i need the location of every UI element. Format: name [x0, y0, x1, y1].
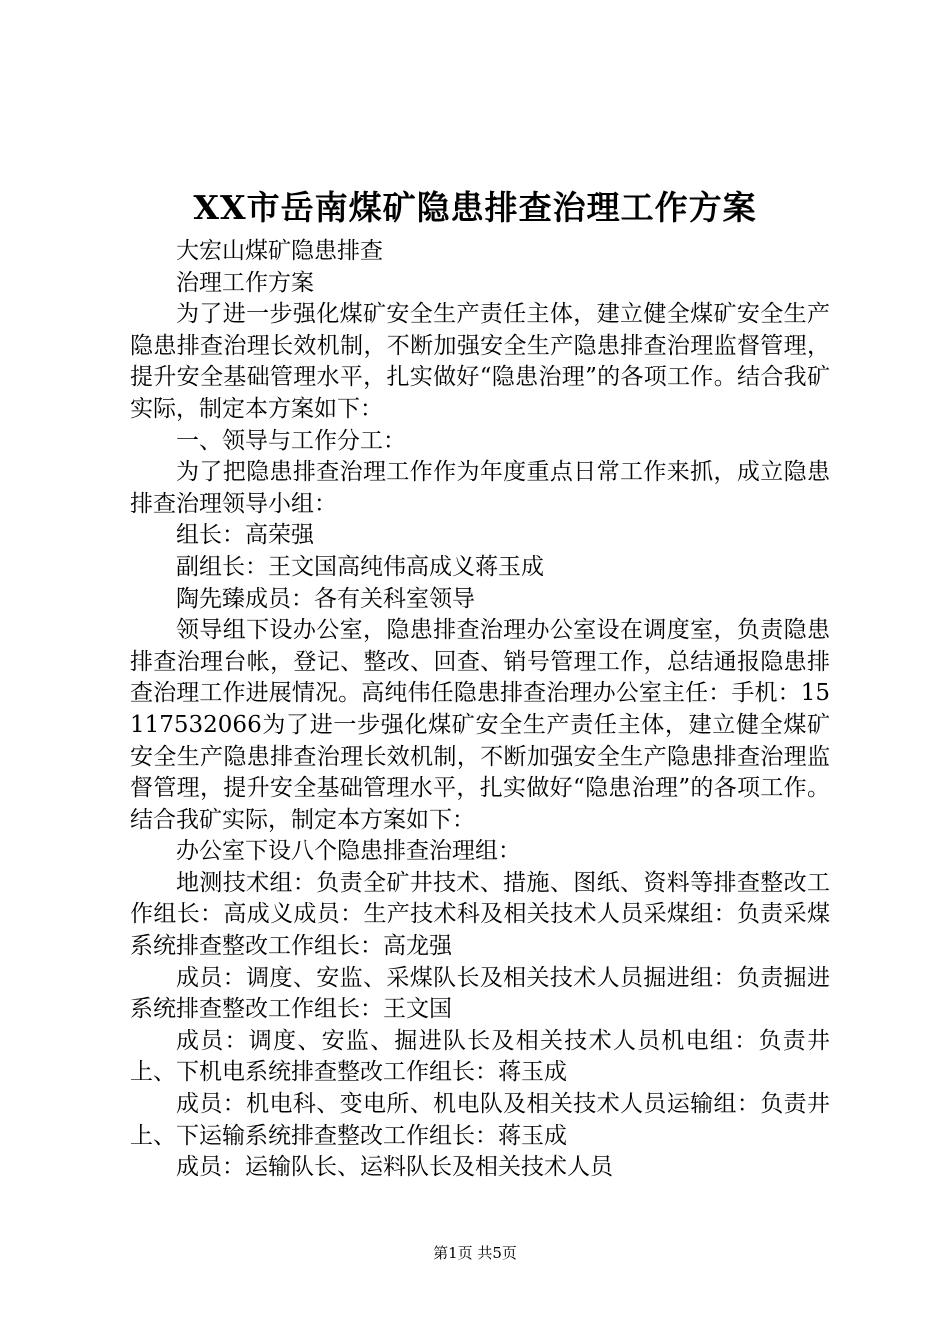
body-paragraph: 副组长：王文国高纯伟高成义蒋玉成	[176, 553, 544, 580]
body-paragraph: 大宏山煤矿隐患排查	[176, 238, 383, 264]
body-paragraph: 成员：调度、安监、采煤队长及相关技术人员掘进组：负责掘进系统排查整改工作组长：王文国	[130, 964, 830, 1023]
body-paragraph: 成员：调度、安监、掘进队长及相关技术人员机电组：负责井上、下机电系统排查整改工作组长：蒋玉成	[130, 1027, 830, 1086]
body-paragraph: 地测技术组：负责全矿井技术、措施、图纸、资料等排查整改工作组长：高成义成员：生产技术科及相关技术人员采煤组：负责采煤系统排查整改工作组长：高龙强	[130, 869, 830, 960]
body-paragraph: 领导组下设办公室，隐患排查治理办公室设在调度室，负责隐患排查治理台帐，登记、整改、回查、销号管理工作，总结通报隐患排查治理工作进展情况。高纯伟任隐患排查治理办公室主任：手机：15117532066为了进一步强化煤矿安全生产责任主体，建立健全煤矿安全生产隐患排查治理长效机制，不断加强安全生产隐患排查治理监督管理，提升安全基础管理水平，扎实做好“隐患治理”的各项工作。结合我矿实际，制定本方案如下：	[130, 617, 830, 833]
body-paragraph: 办公室下设八个隐患排查治理组：	[176, 838, 521, 865]
document-body	[130, 236, 830, 1184]
body-paragraph: 组长：高荣强	[176, 522, 314, 549]
body-paragraph: 治理工作方案	[176, 269, 314, 296]
body-paragraph: 成员：机电科、变电所、机电队及相关技术人员运输组：负责井上、下运输系统排查整改工作组长：蒋玉成	[130, 1091, 830, 1149]
body-paragraph: 成员：运输队长、运料队长及相关技术人员	[176, 1154, 613, 1181]
section-heading: 一、领导与工作分工：	[176, 427, 406, 454]
page-footer: 第1页 共5页	[433, 1244, 517, 1262]
body-paragraph: 陶先臻成员：各有关科室领导	[176, 585, 475, 612]
document-title: XX市岳南煤矿隐患排查治理工作方案	[193, 188, 757, 227]
body-paragraph: 为了进一步强化煤矿安全生产责任主体，建立健全煤矿安全生产隐患排查治理长效机制，不断加强安全生产隐患排查治理监督管理，提升安全基础管理水平，扎实做好“隐患治理”的各项工作。结合我矿实际，制定本方案如下：	[130, 301, 830, 422]
body-paragraph: 为了把隐患排查治理工作作为年度重点日常工作来抓，成立隐患排查治理领导小组：	[130, 459, 830, 517]
